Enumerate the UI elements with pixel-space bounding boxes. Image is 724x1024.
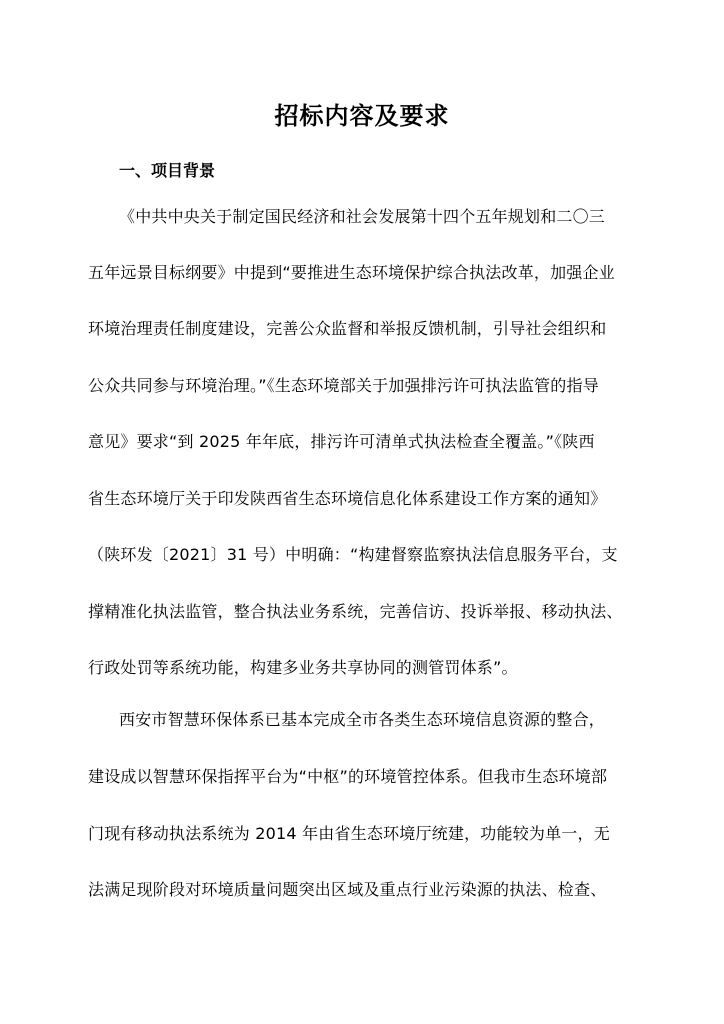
document-title: 招标内容及要求 [274,102,450,130]
paragraph-line: 省生态环境厅关于印发陕西省生态环境信息化体系建设工作方案的通知》 [88,489,607,508]
paragraph-line: 五年远景目标纲要》中提到“要推进生态环境保护综合执法改革，加强企业 [88,263,615,282]
paragraph-line: 建设成以智慧环保指挥平台为“中枢”的环境管控体系。但我市生态环境部 [88,767,608,786]
paragraph-line: 门现有移动执法系统为 2014 年由省生态环境厅统建，功能较为单一，无 [88,824,610,843]
paragraph-line: 西安市智慧环保体系已基本完成全市各类生态环境信息资源的整合， [119,710,606,729]
paragraph-line: 《中共中央关于制定国民经济和社会发展第十四个五年规划和二〇三 [119,207,606,226]
paragraph-line: 公众共同参与环境治理。”《生态环境部关于加强排污许可执法监管的指导 [88,376,599,395]
section-heading: 一、项目背景 [119,161,216,180]
paragraph-line: 环境治理责任制度建设，完善公众监督和举报反馈机制，引导社会组织和 [88,319,607,338]
paragraph-line: 行政处罚等系统功能，构建多业务共享协同的测管罚体系”。 [88,658,518,677]
paragraph-line: 意见》要求“到 2025 年年底，排污许可清单式执法检查全覆盖。”《陕西 [88,432,595,451]
paragraph-line: （陕环发〔2021〕31 号）中明确：“构建督察监察执法信息服务平台，支 [88,545,618,564]
paragraph-line: 法满足现阶段对环境质量问题突出区域及重点行业污染源的执法、检查、 [88,880,607,899]
paragraph-line: 撑精准化执法监管，整合执法业务系统，完善信访、投诉举报、移动执法、 [88,602,623,621]
